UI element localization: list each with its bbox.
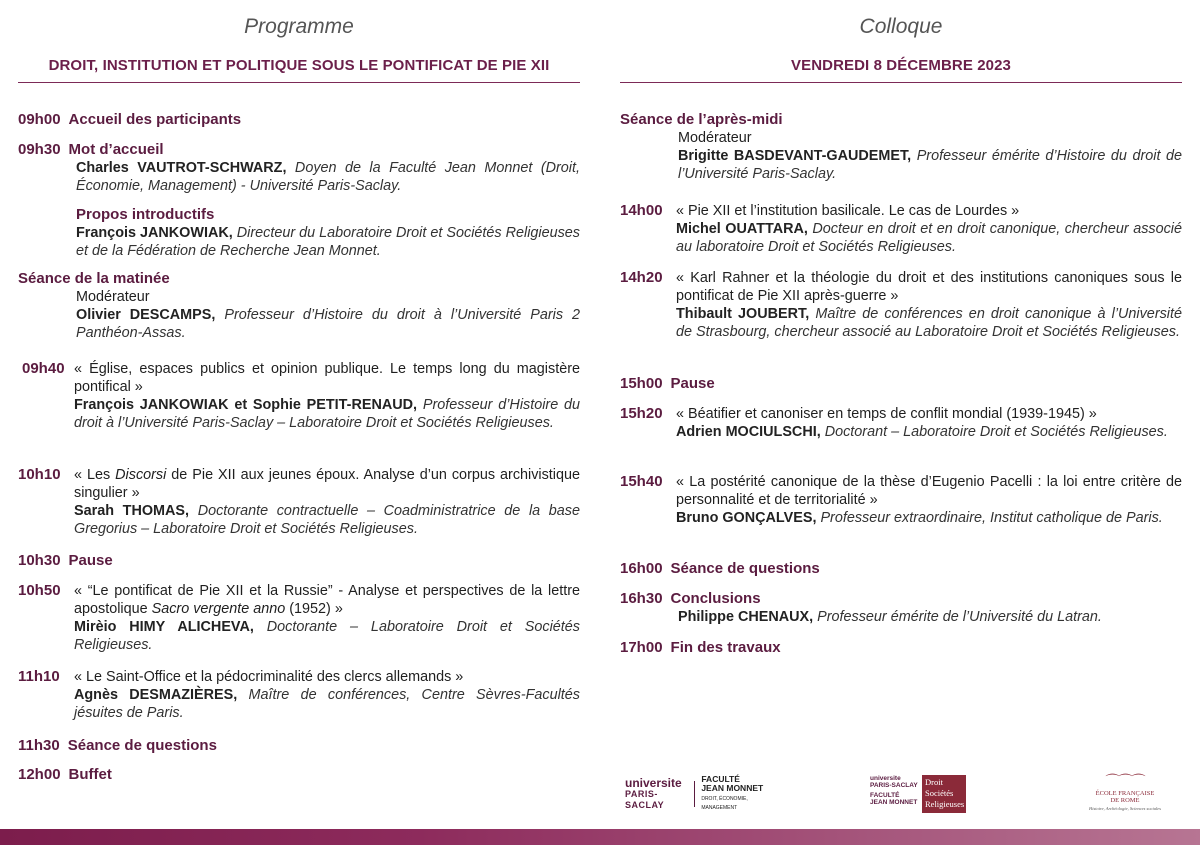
session-questions-pm [620, 560, 1182, 578]
footer-bar [0, 829, 1200, 845]
right-divider [620, 82, 1182, 83]
session-label: Accueil des participants [68, 111, 242, 128]
universite-paris-saclay-logo [625, 774, 775, 811]
speaker-role: Doctorant – Laboratoire Droit et Sociétés Religieuses. [824, 424, 1168, 440]
talk-title: « Pie XII et l’institution basilicale. Le cas de Lourdes » [676, 203, 1020, 219]
left-column [18, 0, 581, 783]
speaker-role: Doctorante – Laboratoire Droit et Sociétés Religieuses. [74, 619, 581, 653]
session-propos [18, 206, 580, 260]
session-accueil [18, 111, 580, 129]
talk-title: « Karl Rahner et la théologie du droit et des institutions canoniques sous le pontificat de Pie XII après-guerre » [676, 270, 1182, 304]
session-matinee [18, 270, 580, 342]
left-subtitle: DROIT, INSTITUTION ET POLITIQUE SOUS LE PONTIFICAT DE PIE XII [48, 57, 550, 74]
talk-title-part: de Pie XII aux jeunes époux. Analyse d’un corpus archivistique singulier » [74, 467, 581, 501]
right-column [620, 0, 1183, 656]
time: 11h30 [18, 737, 60, 754]
speaker-role: Docteur en droit et en droit canonique, chercheur associé au laboratoire Droit et Sociétés Religieuses. [676, 221, 1183, 255]
session-label: Buffet [68, 766, 112, 783]
time: 11h10 [18, 668, 60, 685]
logo-text: Sociétés [925, 788, 954, 798]
logo-text: FACULTÉ [701, 774, 740, 784]
talk-1400 [620, 202, 1182, 256]
speaker-name: François JANKOWIAK et Sophie PETIT-RENAUD, [74, 397, 418, 413]
speaker-name: Thibault JOUBERT, [676, 306, 810, 322]
logo-text: JEAN MONNET [701, 783, 764, 793]
time: 12h00 [18, 766, 61, 783]
time: 09h40 [22, 360, 65, 377]
speaker-role: Professeur d’Histoire du droit à l’Université Paris 2 Panthéon-Assas. [76, 307, 581, 341]
talk-0940 [18, 360, 580, 432]
talk-title: « La postérité canonique de la thèse d’Eugenio Pacelli : la loi entre critère de personnalité et de territorialité » [676, 474, 1182, 508]
speaker-name: François JANKOWIAK, [76, 225, 233, 241]
talk-title-italic: Discorsi [115, 467, 167, 483]
speaker-name: Charles VAUTROT-SCHWARZ, [76, 160, 287, 176]
speaker-role: Doyen de la Faculté Jean Monnet (Droit, Économie, Management) - Université Paris-Saclay. [76, 160, 580, 194]
moderator-label: Modérateur [678, 130, 752, 146]
time: 09h30 [18, 141, 61, 158]
talk-title-part: « Les [74, 467, 116, 483]
time: 10h50 [18, 582, 61, 599]
speaker-role: Maître de conférences en droit canonique à l’Université de Strasbourg, chercheur associé au Laboratoire Droit et Sociétés Religieuses. [676, 306, 1182, 340]
talk-title: « Église, espaces publics et opinion publique. Le temps long du magistère pontifical » [74, 361, 580, 395]
time: 17h00 [620, 639, 663, 656]
time: 16h00 [620, 560, 663, 577]
time: 16h30 [620, 590, 663, 607]
logo-text: Droit [925, 777, 943, 787]
session-label: Séance de la matinée [18, 270, 170, 287]
speaker-name: Agnès DESMAZIÈRES, [74, 687, 238, 703]
session-mot-accueil [18, 141, 580, 195]
time: 10h10 [18, 466, 61, 483]
logo-text: DE ROME [1110, 797, 1140, 804]
right-title: Colloque [859, 15, 943, 38]
session-conclusions [620, 590, 1182, 626]
time: 10h30 [18, 552, 61, 569]
session-label: Séance de questions [67, 737, 217, 754]
logo-tagline: Histoire, Archéologie, Sciences sociales [1089, 806, 1161, 811]
time: 14h20 [620, 269, 663, 286]
logo-text: ÉCOLE FRANÇAISE [1095, 790, 1155, 797]
logo-text: PARIS-SACLAY [870, 782, 918, 789]
speaker-name: Michel OUATTARA, [676, 221, 808, 237]
speaker-name: Philippe CHENAUX, [678, 609, 814, 625]
speaker-name: Olivier DESCAMPS, [76, 307, 216, 323]
talk-1050 [18, 582, 580, 654]
speaker-role: Professeur d’Histoire du droit à l’Université Paris-Saclay – Laboratoire Droit et Sociétés Religieuses. [74, 397, 581, 431]
time: 14h00 [620, 202, 663, 219]
talk-1540 [620, 473, 1182, 527]
logo-text: universite [625, 775, 682, 790]
moderator-label: Modérateur [76, 289, 150, 305]
logo-text: universite [870, 775, 901, 782]
speaker-name: Sarah THOMAS, [74, 503, 190, 519]
logo-separator [694, 781, 695, 807]
session-pause-pm [620, 375, 1182, 393]
session-label: Mot d’accueil [68, 141, 164, 158]
session-fin [620, 639, 1182, 657]
speaker-role: Professeur émérite d’Histoire du droit de l’Université Paris-Saclay. [678, 148, 1182, 182]
speaker-name: Adrien MOCIULSCHI, [676, 424, 821, 440]
speaker-name: Mirèio HIMY ALICHEVA, [74, 619, 254, 635]
speaker-name: Bruno GONÇALVES, [676, 510, 817, 526]
logo-text: JEAN MONNET [870, 799, 918, 806]
logo-text: PARIS-SACLAY [625, 788, 665, 810]
time: 15h20 [620, 405, 663, 422]
logo-text: Religieuses [925, 799, 965, 809]
talk-1520 [620, 405, 1182, 441]
session-label: Conclusions [670, 590, 761, 607]
session-questions-am [18, 737, 580, 755]
talk-1010 [18, 466, 580, 538]
time: 09h00 [18, 111, 61, 128]
right-subtitle: VENDREDI 8 DÉCEMBRE 2023 [791, 57, 1011, 74]
speaker-role: Maître de conférences, Centre Sèvres-Facultés jésuites de Paris. [74, 687, 580, 721]
session-pause-am [18, 552, 580, 570]
speaker-name: Brigitte BASDEVANT-GAUDEMET, [678, 148, 912, 164]
session-label: Pause [670, 375, 715, 392]
droit-societes-religieuses-logo [870, 775, 972, 815]
speaker-role: Professeur émérite de l’Université du Latran. [817, 609, 1102, 625]
session-buffet [18, 766, 580, 784]
time: 15h00 [620, 375, 663, 392]
session-label: Propos introductifs [76, 206, 215, 223]
session-label: Séance de l’après-midi [620, 111, 783, 128]
session-apres-midi [620, 111, 1182, 183]
talk-title: « Béatifier et canoniser en temps de conflit mondial (1939-1945) » [676, 406, 1097, 422]
talk-1110 [18, 668, 580, 722]
ecole-francaise-de-rome-logo [1088, 775, 1162, 823]
talk-title [74, 466, 580, 502]
talk-title [74, 582, 580, 618]
talk-title-part: (1952) » [285, 601, 343, 617]
talk-title-part: « “Le pontificat de Pie XII et la Russie” - Analyse et perspectives de la lettre apostolique [74, 583, 580, 617]
left-title: Programme [244, 15, 354, 38]
time: 15h40 [620, 473, 663, 490]
logo-text: FACULTÉ [870, 792, 900, 799]
talk-title: « Le Saint-Office et la pédocriminalité des clercs allemands » [74, 669, 464, 685]
speaker-role: Directeur du Laboratoire Droit et Sociétés Religieuses et de la Fédération de Recherche Jean Monnet. [76, 225, 580, 259]
speaker-role: Professeur extraordinaire, Institut catholique de Paris. [820, 510, 1163, 526]
session-label: Séance de questions [670, 560, 820, 577]
session-label: Pause [68, 552, 113, 569]
logo-text: DROIT, ÉCONOMIE, MANAGEMENT [701, 796, 748, 811]
left-divider [18, 82, 580, 83]
talk-title-italic: Sacro vergente anno [151, 601, 286, 617]
arches-icon: ⌒⌒⌒ [1105, 773, 1145, 789]
session-label: Fin des travaux [670, 639, 781, 656]
talk-1420 [620, 269, 1182, 341]
speaker-role: Doctorante contractuelle – Coadministratrice de la base Gregorius – Laboratoire Droit et Sociétés Religieuses. [74, 503, 581, 537]
